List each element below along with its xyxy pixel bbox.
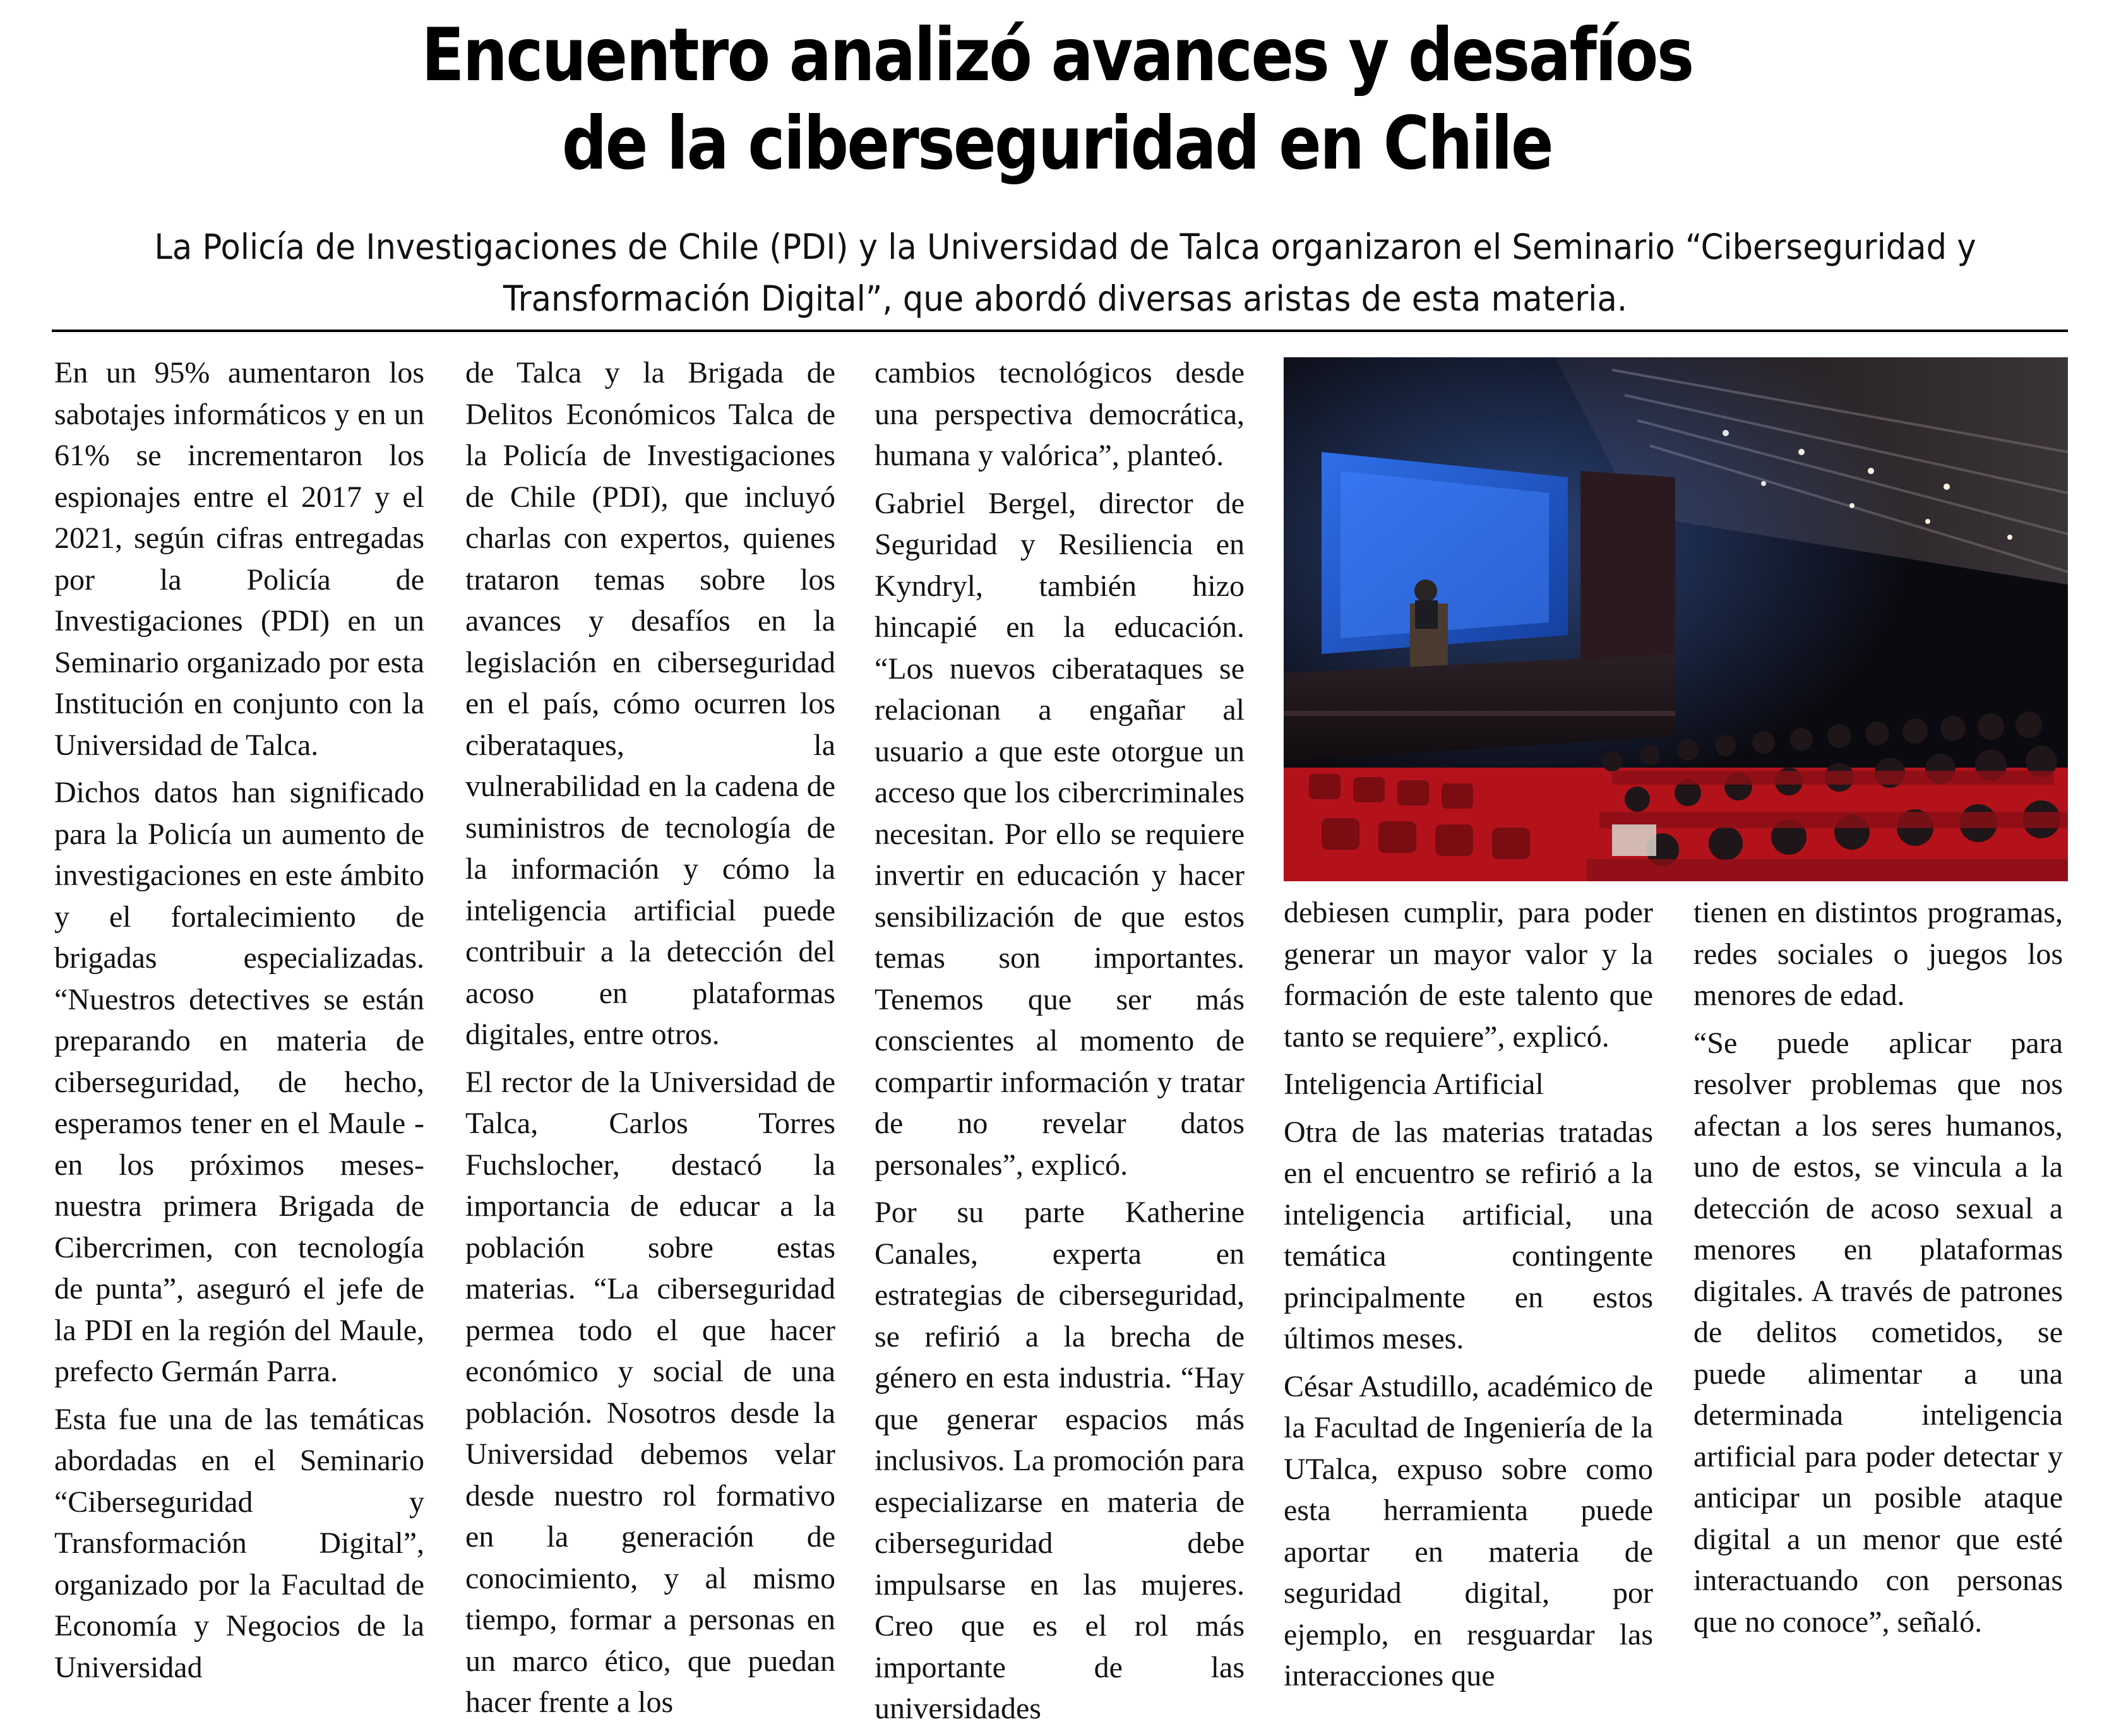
paragraph: de Talca y la Brigada de Delitos Económicos Talca de la Policía de Investigaciones de Chile (PDI), que incluyó charlas con expertos, quienes trataron temas sobre los avances y desafíos en la legislación en ciberseguridad en el país, cómo ocurren los ciberataques, la vulnerabilidad en la cadena de suministros de tecnología de la información y cómo la inteligencia artificial puede contribuir a la detección del acoso en plataformas digitales, entre otros. — [465, 356, 835, 1051]
paragraph: Gabriel Bergel, director de Seguridad y Resiliencia en Kyndryl, también hizo hincapié en la educación. “Los nuevos ciberataques se relacionan a engañar al usuario a que este otorgue un acceso que los cibercriminales necesitan. Por ello se requiere invertir en educación y hacer sensibilización de que estos temas son importantes. Tenemos que ser más conscientes al momento de compartir información y tratar de no revelar datos personales”, explicó. — [875, 486, 1245, 1182]
paragraph: Dichos datos han significado para la Policía un aumento de investigaciones en este ámbito y el fortalecimiento de brigadas especializadas. “Nuestros detectives se están preparando en materia de ciberseguridad, de hecho, esperamos tener en el Maule -en los próximos meses- nuestra primera Brigada de Cibercrimen, con tecnología de punta”, aseguró el jefe de la PDI en la región del Maule, prefecto Germán Parra. — [54, 776, 424, 1388]
paragraph: En un 95% aumentaron los sabotajes informáticos y en un 61% se incrementaron los espionajes entre el 2017 y el 2021, según cifras entregadas por la Policía de Investigaciones (PDI) en un Seminario organizado por esta Institución en conjunto con la Universidad de Talca. — [54, 356, 424, 762]
paragraph: debiesen cumplir, para poder generar un mayor valor y la formación de este talento que tanto se requiere”, explicó. — [1284, 896, 1653, 1054]
paragraph: Esta fue una de las temáticas abordadas en el Seminario “Ciberseguridad y Transformación Digital”, organizado por la Facultad de Economía y Negocios de la Universidad — [54, 1402, 424, 1684]
headline-line-1: Encuentro analizó avances y desafíos — [421, 13, 1693, 98]
paragraph: César Astudillo, académico de la Facultad de Ingeniería de la UTalca, expuso sobre como esta herramienta puede aportar en materia de seguridad digital, por ejemplo, en resguardar las interacciones que — [1284, 1369, 1653, 1692]
column-3 — [875, 352, 1245, 1736]
paragraph: El rector de la Universidad de Talca, Carlos Torres Fuchslocher, destacó la importancia de educar a la población sobre estas materias. “La ciberseguridad permea todo el que hacer económico y social de una población. Nosotros desde la Universidad debemos velar desde nuestro rol formativo en la generación de conocimiento, y al mismo tiempo, formar a personas en un marco ético, que puedan hacer frente a los — [465, 1065, 835, 1719]
paragraph: “Se puede aplicar para resolver problemas que nos afectan a los seres humanos, uno de estos, se vincula a la detección de acoso sexual a menores en plataformas digitales. A través de patrones de delitos cometidos, se puede alimentar a una determinada inteligencia artificial para poder detectar y anticipar un posible ataque digital a un menor que esté interactuando con personas que no conoce”, señaló. — [1693, 1026, 2063, 1639]
headline — [191, 11, 1923, 188]
column-1 — [54, 352, 424, 1694]
column-5 — [1693, 892, 2063, 1649]
paragraph: Otra de las materias tratadas en el encuentro se refirió a la inteligencia artificial, una temática contingente principalmente en estos últimos meses. — [1284, 1115, 1653, 1355]
auditorium-photo-illustration — [1284, 357, 2068, 881]
paragraph: cambios tecnológicos desde una perspectiva democrática, humana y valórica”, planteó. — [875, 356, 1245, 472]
headline-line-2: de la ciberseguridad en Chile — [561, 101, 1553, 186]
column-4 — [1284, 892, 1653, 1703]
subtitle: La Policía de Investigaciones de Chile (PDI) y la Universidad de Talca organizaron el Seminario “Ciberseguridad y Transformación Digital”, que abordó diversas aristas de esta materia. — [154, 227, 1976, 319]
paragraph: tienen en distintos programas, redes sociales o juegos los menores de edad. — [1693, 896, 2063, 1012]
auditorium-photo — [1284, 357, 2068, 881]
column-2 — [465, 352, 835, 1730]
paragraph: Por su parte Katherine Canales, experta en estrategias de ciberseguridad, se refirió a la brecha de género en esta industria. “Hay que generar espacios más inclusivos. La promoción para especializarse en materia de ciberseguridad debe impulsarse en las mujeres. Creo que es el rol más importante de las universidades — [875, 1196, 1245, 1725]
section-subheading: Inteligencia Artificial — [1284, 1067, 1544, 1101]
headline-divider — [52, 330, 2068, 332]
